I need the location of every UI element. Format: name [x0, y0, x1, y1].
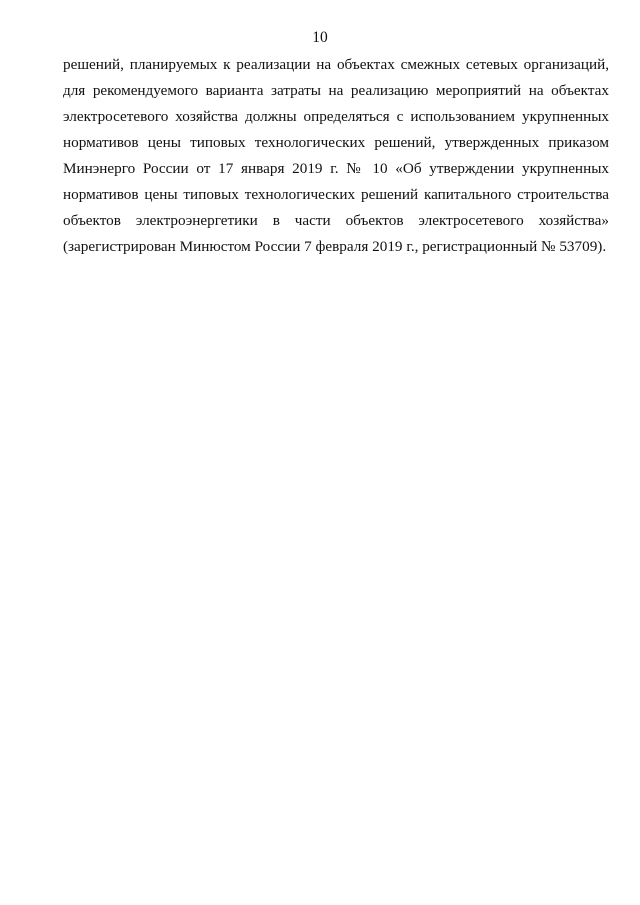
- paragraph-line: электросетевого хозяйства должны определяться с использованием укрупненных: [63, 108, 609, 125]
- paragraph-line: Минэнерго России от 17 января 2019 г. № 10 «Об утверждении укрупненных: [63, 160, 609, 177]
- body-paragraph: [63, 52, 609, 260]
- paragraph-line: нормативов цены типовых технологических решений, утвержденных приказом: [63, 134, 609, 151]
- paragraph-line: для рекомендуемого варианта затраты на реализацию мероприятий на объектах: [63, 82, 609, 99]
- paragraph-line: нормативов цены типовых технологических решений капитального строительства: [63, 186, 609, 203]
- paragraph-line: (зарегистрирован Минюстом России 7 февраля 2019 г., регистрационный № 53709).: [63, 238, 607, 255]
- paragraph-line: объектов электроэнергетики в части объектов электросетевого хозяйства»: [63, 212, 609, 229]
- page-number: 10: [312, 29, 328, 46]
- paragraph-line: решений, планируемых к реализации на объектах смежных сетевых организаций,: [63, 56, 609, 73]
